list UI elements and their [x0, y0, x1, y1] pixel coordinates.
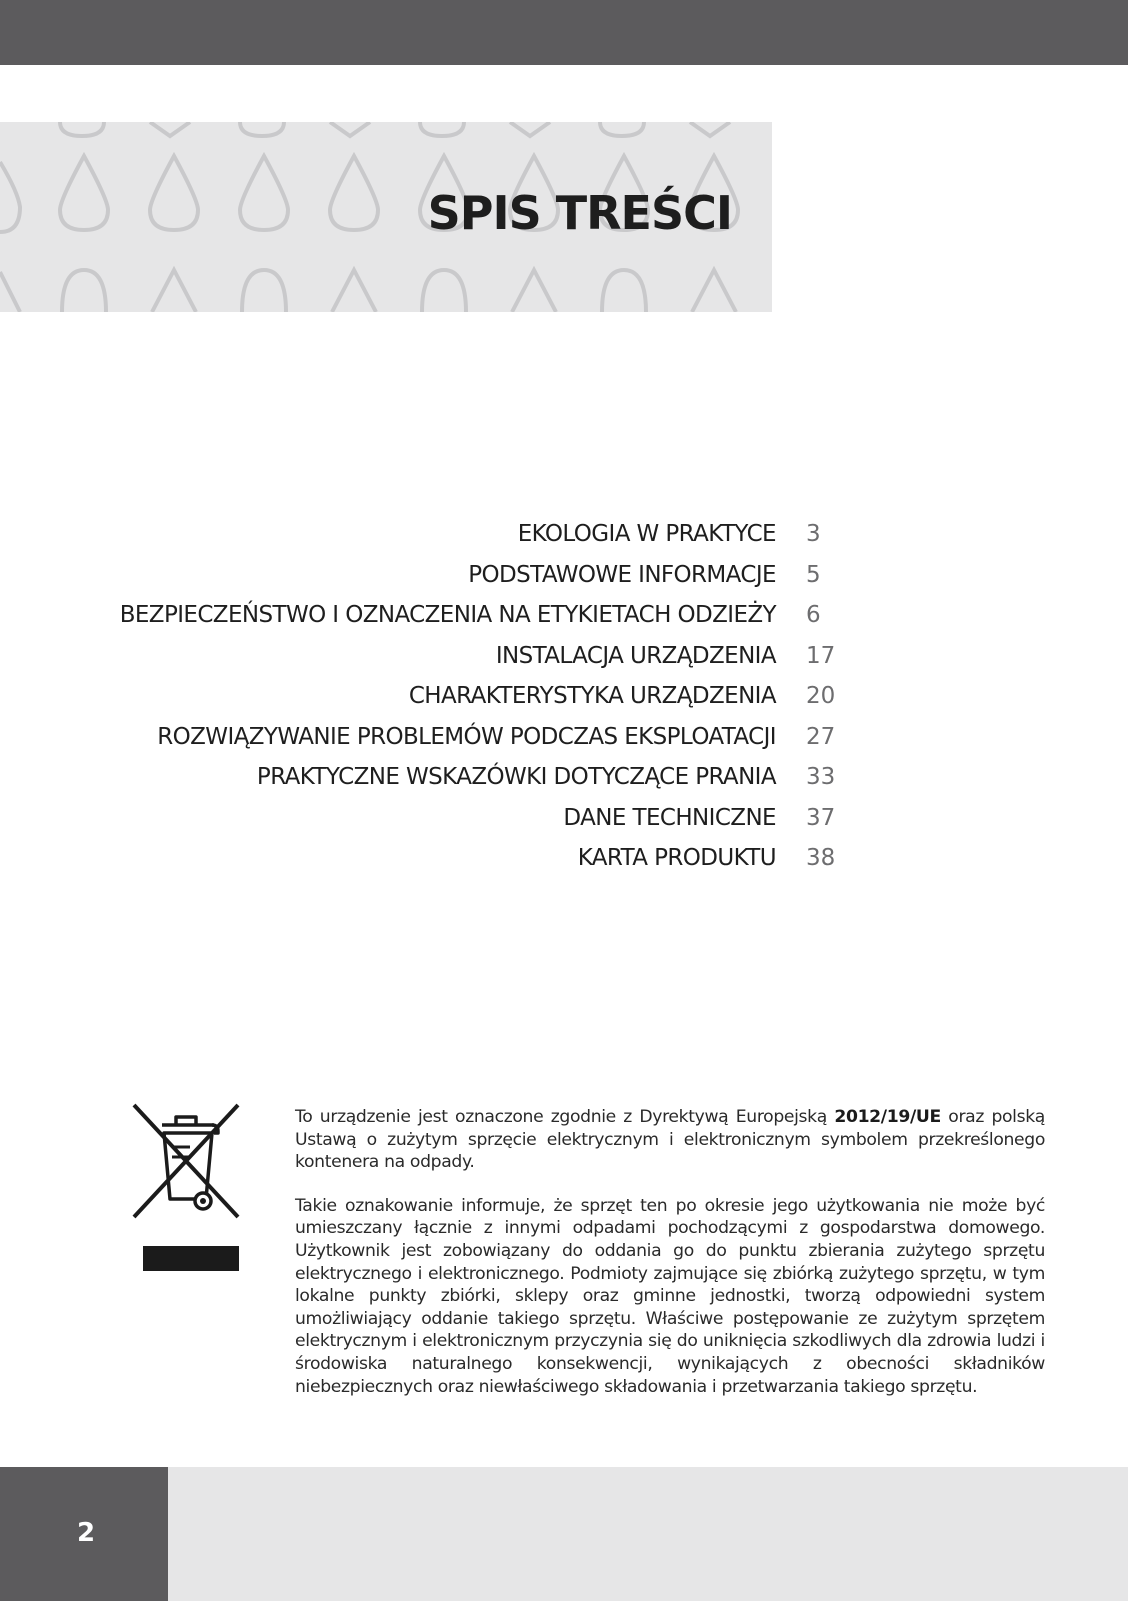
toc-entry-page[interactable]: 38	[806, 845, 836, 871]
toc-entry-page[interactable]: 5	[806, 561, 821, 588]
toc-entry-page[interactable]: 33	[806, 764, 836, 790]
toc-entry[interactable]	[0, 840, 1128, 881]
toc-entry[interactable]	[0, 800, 1128, 841]
toc-entry-label[interactable]: EKOLOGIA W PRAKTYCE	[517, 521, 776, 547]
drop-row-bottom	[0, 270, 736, 312]
notice-paragraph-2: Takie oznakowanie informuje, że sprzęt ten po okresie jego użytkowania nie może być umieszczany łącznie z innymi odpadami pochodzącymi z gospodarstwa domowego. Użytkownik jest zobowiązany do oddania go do punktu zbierania zużytego sprzętu elektrycznego i elektronicznego. Podmioty zajmujące się zbiórką zużytego sprzętu, w tym lokalne punkty zbiórki, sklepy oraz gminne jednostki, tworzą odpowiedni system umożliwiający oddanie takiego sprzętu. Właściwe postępowanie ze zużytym sprzętem elektrycznym i elektronicznym przyczynia się do uniknięcia szkodliwych dla zdrowia ludzi i środowiska naturalnego konsekwencji, wynikających z obecności składników niebezpiecznych oraz niewłaściwego składowania i przetwarzania takiego sprzętu.	[295, 1195, 1045, 1397]
weee-notice	[295, 1106, 1045, 1419]
toc-entry[interactable]	[0, 759, 1128, 800]
toc-entry-label[interactable]: PODSTAWOWE INFORMACJE	[468, 561, 776, 588]
notice-p1-rest: oraz polską Ustawą o zużytym sprzęcie elektrycznym i elektronicznym symbolem przekreślonego kontenera na odpady.	[295, 1107, 1045, 1173]
toc-entry-label[interactable]: CHARAKTERYSTYKA URZĄDZENIA	[408, 683, 776, 709]
toc-entry-page[interactable]: 27	[806, 723, 836, 750]
toc-entry-label[interactable]: INSTALACJA URZĄDZENIA	[495, 642, 776, 669]
drop-row-top	[60, 122, 730, 136]
toc-entry-label[interactable]: BEZPIECZEŃSTWO I OZNACZENIA NA ETYKIETACH ODZIEŻY	[119, 602, 776, 628]
toc-entry-page[interactable]: 20	[806, 683, 836, 709]
toc-entry-label[interactable]: DANE TECHNICZNE	[563, 804, 776, 831]
toc-entry-page[interactable]: 37	[806, 804, 836, 831]
toc-entry[interactable]	[0, 678, 1128, 719]
toc-entry[interactable]	[0, 557, 1128, 598]
toc-entry[interactable]	[0, 516, 1128, 557]
toc-entry-label[interactable]: PRAKTYCZNE WSKAZÓWKI DOTYCZĄCE PRANIA	[256, 764, 776, 790]
toc-entry-label[interactable]: KARTA PRODUKTU	[577, 845, 776, 871]
title-banner	[0, 122, 772, 312]
toc-entry-page[interactable]: 3	[806, 521, 821, 547]
crossed-out-wheelie-bin-icon	[130, 1103, 242, 1221]
toc-entry[interactable]	[0, 638, 1128, 679]
toc-entry-page[interactable]: 6	[806, 602, 821, 628]
page-title: SPIS TREŚCI	[427, 186, 732, 240]
toc-entry[interactable]	[0, 719, 1128, 760]
notice-paragraph-1	[295, 1106, 1045, 1174]
toc-entry[interactable]	[0, 597, 1128, 638]
toc-entry-page[interactable]: 17	[806, 642, 836, 669]
directive-number: 2012/19/UE	[834, 1107, 941, 1127]
table-of-contents	[0, 516, 1128, 881]
toc-entry-label[interactable]: ROZWIĄZYWANIE PROBLEMÓW PODCZAS EKSPLOATACJI	[157, 723, 776, 750]
notice-p1-intro: To urządzenie jest oznaczone zgodnie z Dyrektywą Europejską	[295, 1107, 835, 1127]
weee-black-bar	[143, 1246, 239, 1271]
weee-symbol	[130, 1103, 242, 1221]
page-number: 2	[77, 1518, 96, 1548]
top-bar	[0, 0, 1128, 65]
footer-band	[0, 1467, 1128, 1601]
